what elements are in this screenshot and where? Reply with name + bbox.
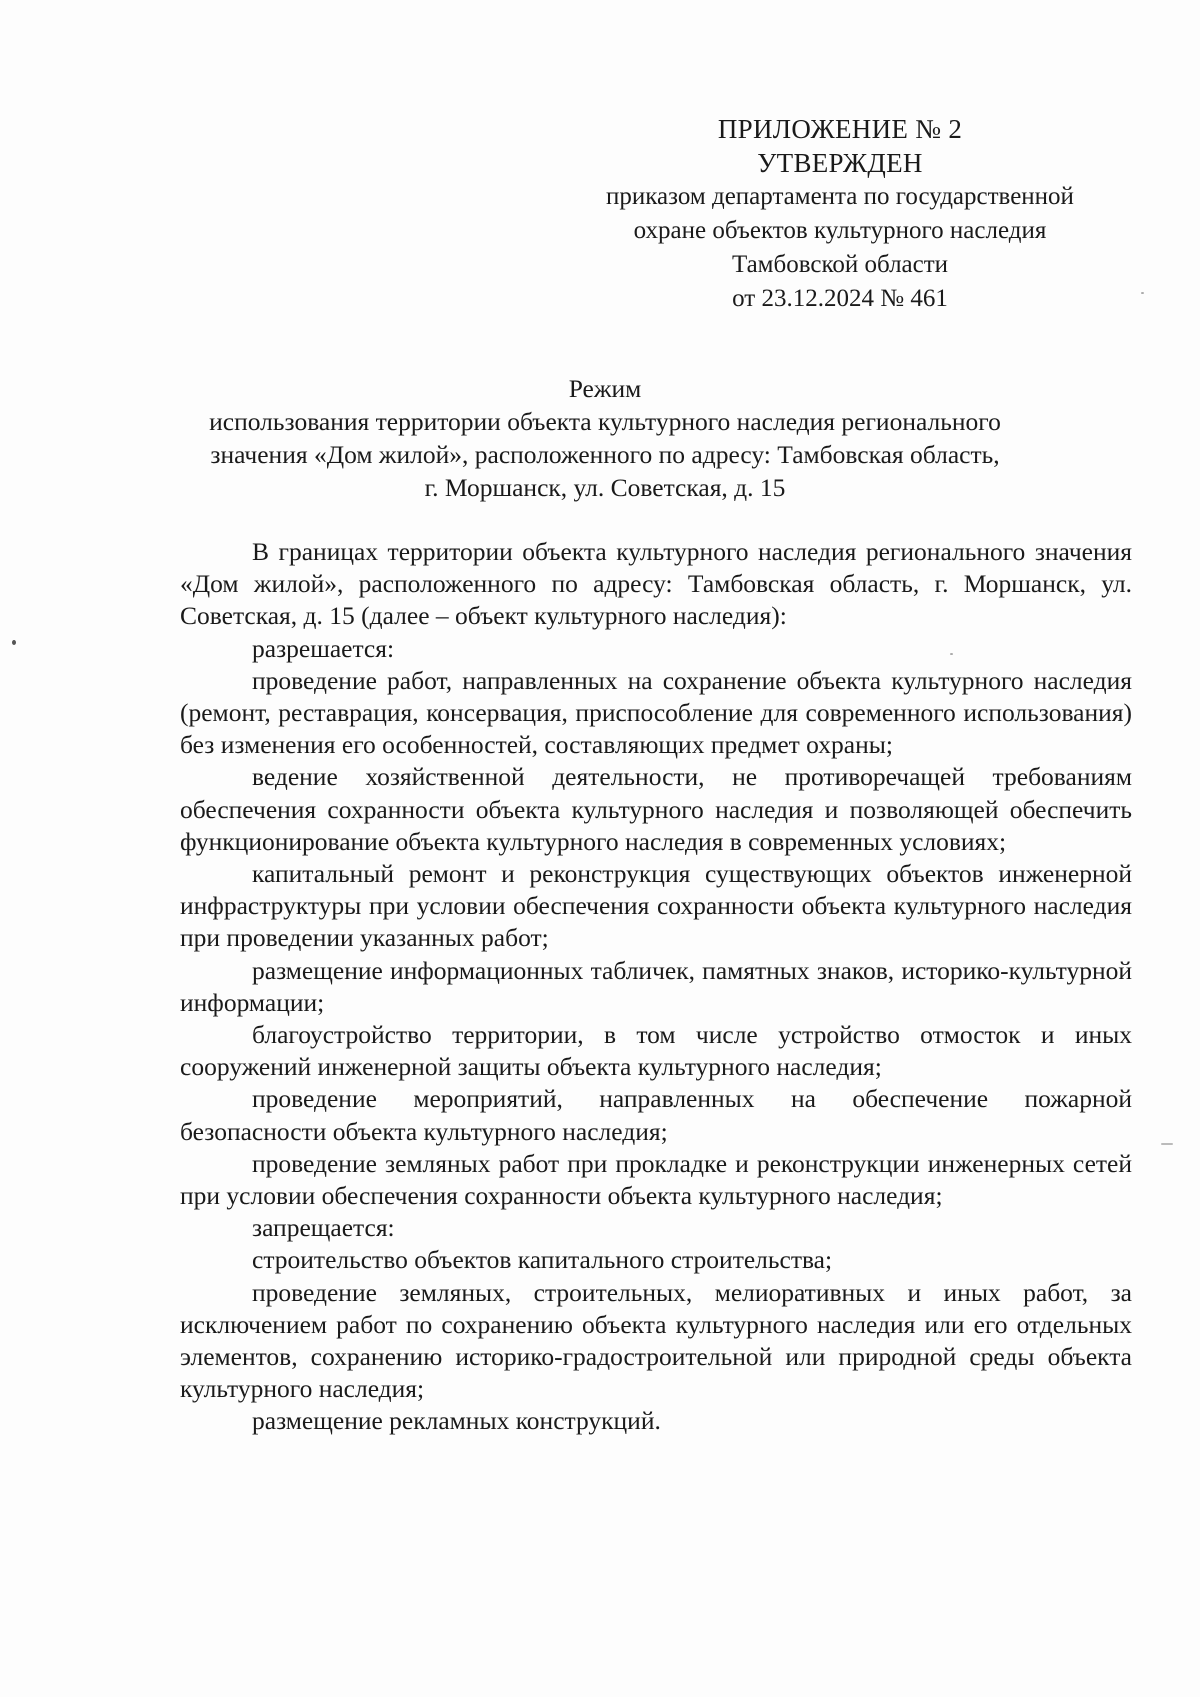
scan-speck [12, 640, 16, 645]
title-line: г. Моршанск, ул. Советская, д. 15 [424, 473, 786, 502]
title-line: значения «Дом жилой», расположенного по адресу: Тамбовская область, [210, 440, 1000, 469]
scan-speck [1161, 1143, 1173, 1145]
allowed-item: проведение земляных работ при прокладке и реконструкции инженерных сетей при условии обеспечения сохранности объекта культурного наследия; [180, 1148, 1132, 1211]
allowed-label: разрешается: [252, 633, 395, 663]
approval-order-line: охране объектов культурного наследия [633, 217, 1047, 244]
allowed-item: проведение работ, направленных на сохранение объекта культурного наследия (ремонт, реставрация, консервация, приспособление для современного использования) без изменения его особенностей, составляющих предмет охраны; [180, 665, 1132, 760]
forbidden-item: строительство объектов капитального строительства; [252, 1245, 833, 1275]
approval-order-line: Тамбовской области [731, 251, 949, 278]
approved-label: УТВЕРЖДЕН [757, 148, 923, 178]
document-body [180, 536, 1132, 1438]
title-line: Режим [568, 374, 642, 403]
appendix-number: ПРИЛОЖЕНИЕ № 2 [717, 114, 963, 144]
scan-speck [950, 653, 953, 655]
intro-paragraph: В границах территории объекта культурного наследия регионального значения «Дом жилой», расположенного по адресу: Тамбовская область, г. Моршанск, ул. Советская, д. 15 (далее – объект культурного наследия): [180, 537, 1132, 631]
allowed-item: благоустройство территории, в том числе устройство отмосток и иных сооружений инженерной защиты объекта культурного наследия; [180, 1020, 1132, 1082]
allowed-item: размещение информационных табличек, памятных знаков, историко-культурной информации; [180, 955, 1132, 1017]
allowed-item: проведение мероприятий, направленных на обеспечение пожарной безопасности объекта культурного наследия; [180, 1084, 1132, 1146]
forbidden-label: запрещается: [252, 1213, 395, 1243]
scan-speck [1141, 292, 1144, 294]
title-line: использования территории объекта культурного наследия регионального [209, 407, 1001, 436]
forbidden-item: проведение земляных, строительных, мелиоративных и иных работ, за исключением работ по сохранению объекта культурного наследия или его отдельных элементов, сохранению историко-градостроительной или природной среды объекта культурного наследия; [180, 1277, 1132, 1404]
approval-order-date: от 23.12.2024 № 461 [732, 285, 948, 312]
approval-order-line: приказом департамента по государственной [606, 183, 1074, 210]
allowed-item: капитальный ремонт и реконструкция существующих объектов инженерной инфраструктуры при условии обеспечения сохранности объекта культурного наследия при проведении указанных работ; [180, 859, 1132, 953]
forbidden-item: размещение рекламных конструкций. [252, 1406, 661, 1436]
allowed-item: ведение хозяйственной деятельности, не противоречащей требованиям обеспечения сохранности объекта культурного наследия и позволяющей обеспечить функционирование объекта культурного наследия в современных условиях; [180, 762, 1132, 856]
document-title [160, 372, 1050, 504]
approval-block [560, 112, 1120, 316]
